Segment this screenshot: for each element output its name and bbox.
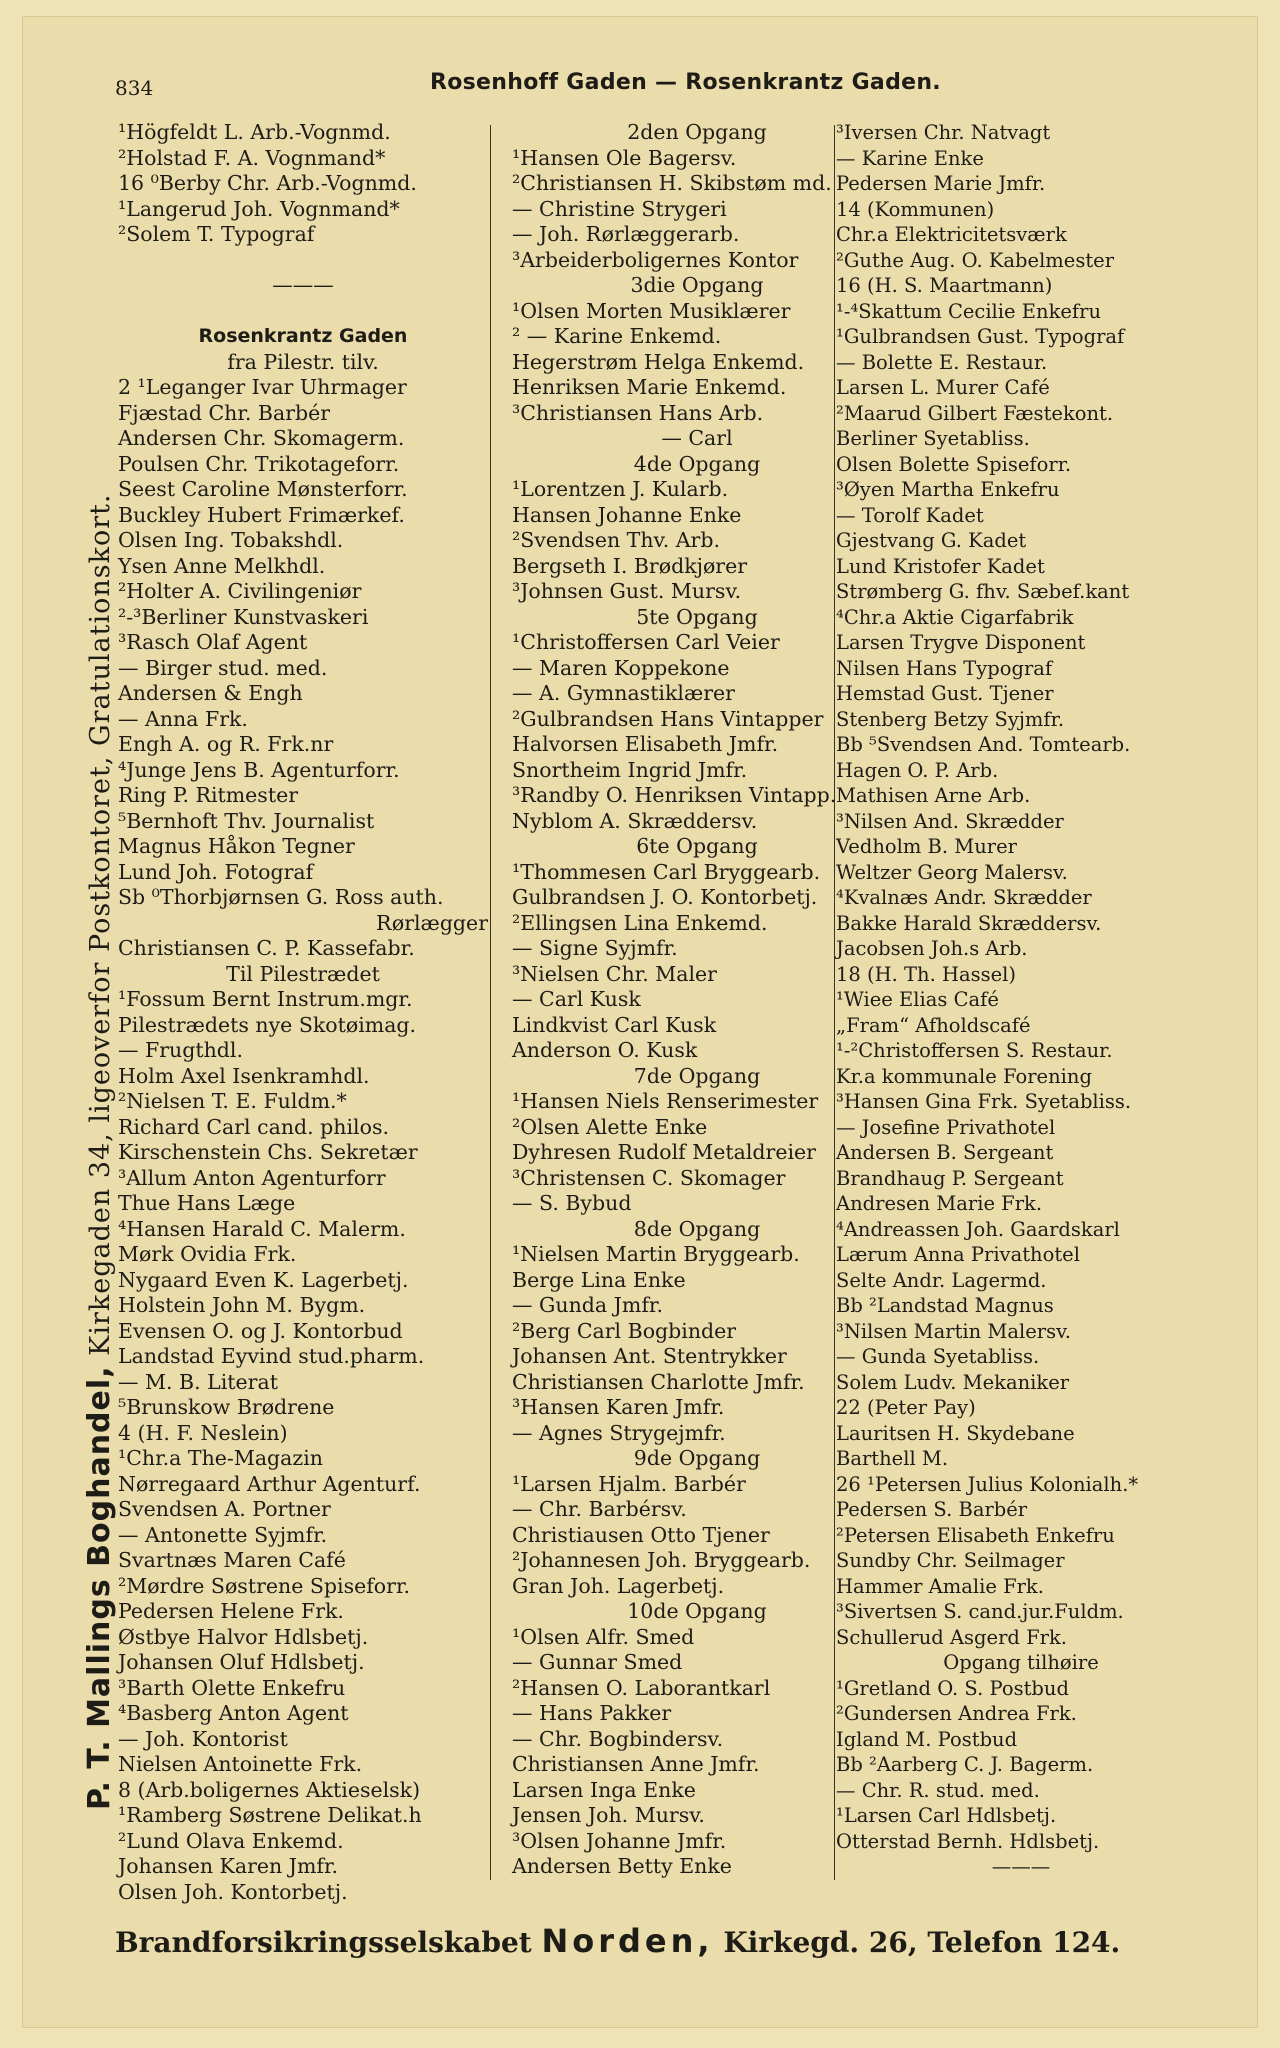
directory-entry: Hegerstrøm Helga Enkemd. [512, 349, 805, 374]
directory-entry: ⁴Chr.a Aktie Cigarfabrik [836, 605, 1074, 629]
directory-entry: Berliner Syetabliss. [836, 427, 1030, 450]
directory-entry: Lærum Anna Privathotel [836, 1243, 1080, 1266]
directory-entry: ¹Wiee Elias Café [836, 988, 999, 1011]
directory-entry: Svartnæs Maren Café [118, 1548, 346, 1572]
directory-entry: — Karine Enke [836, 146, 984, 170]
directory-entry: ¹Chr.a The-Magazin [118, 1446, 323, 1470]
directory-entry: ²Ellingsen Lina Enkemd. [512, 910, 768, 935]
directory-entry: 5te Opgang [636, 604, 758, 629]
directory-entry: Bb ²Aarberg C. J. Bagerm. [836, 1753, 1094, 1776]
directory-entry: ²Guthe Aug. O. Kabelmester [836, 248, 1115, 272]
directory-entry: Jensen Joh. Mursv. [512, 1803, 705, 1827]
directory-entry: ³Christiansen Hans Arb. [512, 400, 764, 425]
directory-entry: Nyblom A. Skræddersv. [512, 808, 758, 833]
directory-entry: Otterstad Bernh. Hdlsbetj. [836, 1829, 1100, 1853]
directory-entry: Nygaard Even K. Lagerbetj. [118, 1267, 409, 1292]
directory-entry: Mathisen Arne Arb. [836, 784, 1031, 807]
directory-entry [118, 299, 488, 325]
directory-entry: — Signe Syjmfr. [512, 936, 678, 960]
directory-entry: Henriksen Marie Enkemd. [512, 375, 787, 399]
directory-entry: Mørk Ovidia Frk. [118, 1242, 297, 1266]
directory-entry: Ring P. Ritmester [118, 783, 298, 807]
directory-entry: ¹Fossum Bernt Instrum.mgr. [118, 987, 413, 1011]
directory-entry: Bergseth I. Brødkjører [512, 553, 748, 578]
directory-entry: 16 ⁰Berby Chr. Arb.-Vognmd. [118, 171, 417, 195]
directory-entry: Gran Joh. Lagerbetj. [512, 1573, 725, 1598]
directory-entry: Olsen Ing. Tobakshdl. [118, 528, 344, 552]
directory-entry: ⁴Hansen Harald C. Malerm. [118, 1216, 406, 1241]
directory-entry: — S. Bybud [512, 1191, 632, 1215]
directory-entry: ³Arbeiderboligernes Kontor [512, 247, 799, 272]
directory-entry: ³Barth Olette Enkefru [118, 1675, 346, 1700]
directory-entry: Lindkvist Carl Kusk [512, 1012, 717, 1037]
directory-entry: Brandhaug P. Sergeant [836, 1166, 1064, 1190]
directory-entry: ¹Ramberg Søstrene Delikat.h [118, 1803, 422, 1827]
directory-entry: — Gunnar Smed [512, 1650, 683, 1674]
directory-entry: Pedersen S. Barbér [836, 1498, 1028, 1521]
directory-entry [118, 248, 488, 274]
directory-entry: 4 (H. F. Neslein) [118, 1420, 288, 1445]
directory-entry: ³Nilsen And. Skrædder [836, 809, 1064, 833]
directory-entry: Jacobsen Joh.s Arb. [836, 937, 1028, 960]
directory-entry: ²Hansen O. Laborantkarl [512, 1675, 771, 1700]
directory-entry: Pilestrædets nye Skotøimag. [118, 1012, 417, 1037]
directory-entry: — Agnes Strygejmfr. [512, 1420, 726, 1445]
directory-entry: Pedersen Marie Jmfr. [836, 172, 1046, 195]
directory-entry: Poulsen Chr. Trikotageforr. [118, 451, 400, 476]
directory-entry: Kirschenstein Chs. Sekretær [118, 1140, 418, 1164]
directory-entry: ³Christensen C. Skomager [512, 1165, 786, 1190]
directory-entry: Hansen Johanne Enke [512, 502, 742, 527]
directory-entry: ³Nielsen Chr. Maler [512, 961, 717, 986]
directory-entry: Olsen Bolette Spiseforr. [836, 452, 1072, 476]
directory-entry: — Maren Koppekone [512, 655, 730, 680]
directory-entry: ¹Christoffersen Carl Veier [512, 630, 780, 654]
directory-entry: ³Allum Anton Agenturforr [118, 1165, 386, 1190]
directory-entry: Seest Caroline Mønsterforr. [118, 477, 408, 501]
directory-entry: Stenberg Betzy Syjmfr. [836, 707, 1065, 731]
directory-entry: Holm Axel Isenkramhdl. [118, 1063, 370, 1088]
directory-entry: 8 (Arb.boligernes Aktieselsk) [118, 1777, 421, 1802]
directory-entry: ⁴Andreassen Joh. Gaardskarl [836, 1217, 1120, 1241]
directory-entry: ²-³Berliner Kunstvaskeri [118, 604, 369, 629]
directory-entry: ¹Larsen Hjalm. Barbér [512, 1471, 746, 1496]
directory-entry: Strømberg G. fhv. Sæbef.kant [836, 580, 1130, 603]
directory-entry: ³Rasch Olaf Agent [118, 630, 308, 654]
directory-entry: ¹-⁴Skattum Cecilie Enkefru [836, 299, 1102, 323]
directory-entry: ¹Langerud Joh. Vognmand* [118, 196, 400, 221]
directory-entry: Opgang tilhøire [943, 1651, 1099, 1674]
directory-entry: ² — Karine Enkemd. [512, 324, 722, 348]
directory-entry: fra Pilestr. tilv. [227, 349, 379, 374]
directory-entry: — Anna Frk. [118, 706, 248, 731]
directory-entry: — A. Gymnastiklærer [512, 681, 735, 705]
directory-entry: — Carl [661, 426, 733, 450]
directory-entry: Buckley Hubert Frimærkef. [118, 502, 405, 527]
directory-entry: Vedholm B. Murer [836, 835, 1017, 858]
directory-entry: Hemstad Gust. Tjener [836, 682, 1054, 705]
directory-entry: ⁵Bernhoft Thv. Journalist [118, 808, 375, 833]
directory-entry: Svendsen A. Portner [118, 1497, 331, 1521]
directory-entry: Johansen Oluf Hdlsbetj. [118, 1650, 365, 1674]
directory-entry: Andersen Chr. Skomagerm. [118, 426, 405, 450]
directory-entry: ¹Hansen Ole Bagersv. [512, 145, 737, 170]
directory-entry: — Chr. Bogbindersv. [512, 1726, 724, 1751]
side-advertisement-text: Kirkegaden 34, ligeoverfor Postkontoret, Gratulationskort. [85, 493, 116, 1356]
directory-entry: ³Hansen Karen Jmfr. [512, 1395, 725, 1419]
directory-entry: Bb ⁵Svendsen And. Tomtearb. [836, 733, 1131, 756]
footer-prefix: Brandforsikringsselskabet [115, 1926, 532, 1959]
directory-entry: Lund Joh. Fotograf [118, 859, 314, 884]
directory-entry: Rosenkrantz Gaden [198, 325, 408, 347]
directory-entry: ²Christiansen H. Skibstøm md. [512, 171, 832, 195]
directory-entry: Anderson O. Kusk [512, 1038, 698, 1062]
directory-entry: ¹Gulbrandsen Gust. Typograf [836, 325, 1125, 348]
side-advertisement-name: P. T. Mallings Boghandel, [82, 1365, 117, 1810]
directory-entry: — M. B. Literat [118, 1369, 278, 1394]
directory-entry: — Hans Pakker [512, 1701, 672, 1725]
footer-company-name: Norden, [541, 1922, 714, 1960]
directory-entry: 2den Opgang [627, 120, 767, 144]
directory-entry: ³Hansen Gina Frk. Syetabliss. [836, 1090, 1132, 1113]
directory-entry: — Chr. Barbérsv. [512, 1497, 687, 1521]
directory-entry: ²Gulbrandsen Hans Vintapper [512, 706, 824, 731]
column-divider [490, 125, 491, 1880]
directory-entry: ²Nielsen T. E. Fuldm.* [118, 1089, 347, 1113]
directory-entry: 8de Opgang [633, 1216, 761, 1241]
directory-entry: 3die Opgang [630, 273, 764, 297]
directory-entry: Larsen Inga Enke [512, 1777, 696, 1802]
directory-entry: ³Sivertsen S. cand.jur.Fuldm. [836, 1600, 1124, 1623]
directory-entry: „Fram“ Afholdscafé [836, 1013, 1031, 1037]
directory-entry: ¹Thommesen Carl Bryggearb. [512, 859, 821, 884]
directory-entry: Barthell M. [836, 1447, 949, 1470]
directory-entry: Landstad Eyvind stud.pharm. [118, 1344, 425, 1368]
directory-entry: Sb ⁰Thorbjørnsen G. Ross auth. [118, 885, 444, 909]
directory-entry: Ysen Anne Melkhdl. [118, 553, 326, 578]
directory-entry: 18 (H. Th. Hassel) [836, 962, 1017, 986]
side-advertisement [82, 340, 117, 1810]
directory-entry: ⁴Junge Jens B. Agenturforr. [118, 757, 400, 782]
directory-entry: Johansen Ant. Stentrykker [512, 1344, 787, 1368]
directory-entry: — Gunda Jmfr. [512, 1293, 663, 1317]
directory-entry: ¹Nielsen Martin Bryggearb. [512, 1242, 800, 1266]
directory-entry: ¹Högfeldt L. Arb.-Vognmd. [118, 120, 391, 144]
directory-entry: Gjestvang G. Kadet [836, 529, 1027, 552]
directory-entry: Hagen O. P. Arb. [836, 758, 999, 782]
directory-entry: 6te Opgang [636, 834, 758, 858]
directory-entry: Bakke Harald Skræddersv. [836, 911, 1102, 935]
directory-entry: ²Lund Olava Enkemd. [118, 1828, 344, 1853]
directory-entry: Lauritsen H. Skydebane [836, 1421, 1075, 1445]
directory-entry: — Frugthdl. [118, 1038, 244, 1062]
footer-advertisement [115, 1922, 1120, 1960]
directory-entry: ¹Hansen Niels Renserimester [512, 1089, 819, 1113]
directory-entry: Kr.a kommunale Forening [836, 1064, 1092, 1088]
directory-entry: Andersen Betty Enke [512, 1854, 732, 1878]
directory-entry: 26 ¹Petersen Julius Kolonialh.* [836, 1472, 1139, 1496]
directory-entry: — Christine Strygeri [512, 196, 727, 221]
directory-entry: ³Nilsen Martin Malersv. [836, 1319, 1071, 1343]
directory-entry: Rørlægger [376, 910, 488, 935]
directory-entry: ²Holstad F. A. Vognmand* [118, 145, 386, 170]
page-number: 834 [115, 76, 154, 100]
directory-entry: — Josefine Privathotel [836, 1115, 1056, 1139]
directory-entry: ³Randby O. Henriksen Vintapp. [512, 783, 837, 807]
directory-entry: ²Maarud Gilbert Fæstekont. [836, 401, 1114, 425]
directory-entry: — Joh. Kontorist [118, 1726, 288, 1751]
directory-entry: Magnus Håkon Tegner [118, 834, 355, 858]
directory-entry: Halvorsen Elisabeth Jmfr. [512, 732, 779, 756]
directory-entry: ²Holter A. Civilingeniør [118, 579, 362, 603]
directory-entry: Sundby Chr. Seilmager [836, 1549, 1065, 1572]
directory-entry: ²Olsen Alette Enke [512, 1114, 708, 1139]
directory-entry: — Joh. Rørlæggerarb. [512, 222, 740, 246]
directory-entry: ²Johannesen Joh. Bryggearb. [512, 1548, 811, 1572]
directory-entry: Nilsen Hans Typograf [836, 656, 1053, 680]
directory-column-2 [512, 120, 882, 1880]
directory-entry: Evensen O. og J. Kontorbud [118, 1318, 403, 1343]
directory-entry: Hammer Amalie Frk. [836, 1574, 1044, 1598]
directory-entry: ¹Olsen Morten Musiklærer [512, 298, 791, 323]
directory-entry: Olsen Joh. Kontorbetj. [118, 1879, 348, 1904]
directory-entry: Nørregaard Arthur Agenturf. [118, 1471, 421, 1496]
directory-entry: ⁴Kvalnæs Andr. Skrædder [836, 886, 1092, 909]
directory-entry: Pedersen Helene Frk. [118, 1599, 344, 1623]
directory-entry: Holstein John M. Bygm. [118, 1293, 366, 1317]
page-header: Rosenhoff Gaden — Rosenkrantz Gaden. [430, 70, 941, 95]
directory-entry: ³Olsen Johanne Jmfr. [512, 1828, 727, 1853]
directory-entry: Lund Kristofer Kadet [836, 554, 1045, 578]
directory-entry: Thue Hans Læge [118, 1191, 296, 1215]
directory-entry: Østbye Halvor Hdlsbetj. [118, 1624, 369, 1649]
directory-entry: ²Petersen Elisabeth Enkefru [836, 1523, 1115, 1547]
directory-entry: 22 (Peter Pay) [836, 1396, 976, 1419]
directory-entry: Snortheim Ingrid Jmfr. [512, 757, 748, 782]
directory-entry: Andresen Marie Frk. [836, 1192, 1043, 1215]
directory-entry: ⁵Brunskow Brødrene [118, 1395, 335, 1419]
directory-entry: 7de Opgang [633, 1063, 761, 1088]
directory-entry: Gulbrandsen J. O. Kontorbetj. [512, 885, 818, 909]
directory-entry: — Carl Kusk [512, 987, 641, 1011]
directory-entry: Engh A. og R. Frk.nr [118, 732, 334, 756]
directory-entry: ¹Lorentzen J. Kularb. [512, 477, 729, 501]
directory-entry: ¹Larsen Carl Hdlsbetj. [836, 1804, 1057, 1827]
directory-entry: Berge Lina Enke [512, 1267, 686, 1292]
directory-entry: Christiansen C. P. Kassefabr. [118, 936, 415, 960]
directory-entry: ¹Gretland O. S. Postbud [836, 1676, 1069, 1700]
directory-entry: Larsen L. Murer Café [836, 376, 1050, 399]
directory-entry: — Torolf Kadet [836, 503, 984, 527]
directory-entry: Dyhresen Rudolf Metaldreier [512, 1140, 816, 1164]
directory-entry: Richard Carl cand. philos. [118, 1114, 389, 1139]
directory-entry: Fjæstad Chr. Barbér [118, 400, 331, 425]
directory-entry: ——— [272, 273, 334, 297]
directory-entry: ²Berg Carl Bogbinder [512, 1318, 737, 1343]
directory-entry: ⁴Basberg Anton Agent [118, 1701, 349, 1725]
directory-entry: Weltzer Georg Malersv. [836, 860, 1068, 884]
directory-entry: Andersen B. Sergeant [836, 1141, 1054, 1164]
directory-column-1 [118, 120, 488, 1905]
directory-column-3 [836, 120, 1206, 1880]
directory-entry: ²Solem T. Typograf [118, 222, 315, 246]
directory-entry: — Chr. R. stud. med. [836, 1778, 1040, 1802]
directory-entry: — Antonette Syjmfr. [118, 1522, 328, 1547]
directory-entry: ³Øyen Martha Enkefru [836, 478, 1060, 501]
directory-entry: ¹-²Christoffersen S. Restaur. [836, 1039, 1113, 1062]
footer-address: Kirkegd. 26, Telefon 124. [723, 1926, 1121, 1959]
directory-entry: Andersen & Engh [118, 681, 303, 705]
directory-entry: ²Mørdre Søstrene Spiseforr. [118, 1573, 411, 1598]
directory-entry: 16 (H. S. Maartmann) [836, 274, 1053, 297]
directory-entry: ³Iversen Chr. Natvagt [836, 121, 1051, 144]
directory-entry: Christiansen Anne Jmfr. [512, 1752, 760, 1776]
directory-entry: 9de Opgang [633, 1446, 761, 1470]
directory-entry: Selte Andr. Lagermd. [836, 1268, 1047, 1292]
directory-entry: ¹Olsen Alfr. Smed [512, 1624, 695, 1649]
directory-entry: Nielsen Antoinette Frk. [118, 1752, 363, 1776]
directory-entry: Christiausen Otto Tjener [512, 1522, 770, 1547]
directory-entry: — Birger stud. med. [118, 655, 328, 680]
directory-entry: ³Johnsen Gust. Mursv. [512, 579, 742, 603]
directory-entry: 4de Opgang [633, 451, 761, 476]
directory-entry: Chr.a Elektricitetsværk [836, 223, 1067, 246]
directory-entry: Johansen Karen Jmfr. [118, 1854, 339, 1878]
directory-entry: Igland M. Postbud [836, 1727, 1018, 1751]
directory-entry: 2 ¹Leganger Ivar Uhrmager [118, 375, 407, 399]
directory-entry: Schullerud Asgerd Frk. [836, 1625, 1067, 1649]
directory-entry: — Gunda Syetabliss. [836, 1345, 1040, 1368]
directory-entry: ——— [991, 1855, 1051, 1878]
directory-entry: ²Svendsen Thv. Arb. [512, 528, 720, 552]
directory-entry: 10de Opgang [627, 1599, 767, 1623]
directory-entry: 14 (Kommunen) [836, 197, 995, 221]
directory-entry: Solem Ludv. Mekaniker [836, 1370, 1070, 1394]
directory-entry: — Bolette E. Restaur. [836, 350, 1048, 374]
directory-entry: Larsen Trygve Disponent [836, 631, 1086, 654]
directory-entry: Bb ²Landstad Magnus [836, 1294, 1054, 1317]
directory-entry: Til Pilestrædet [226, 961, 380, 986]
directory-entry: ²Gundersen Andrea Frk. [836, 1702, 1077, 1725]
directory-entry: Christiansen Charlotte Jmfr. [512, 1369, 805, 1394]
